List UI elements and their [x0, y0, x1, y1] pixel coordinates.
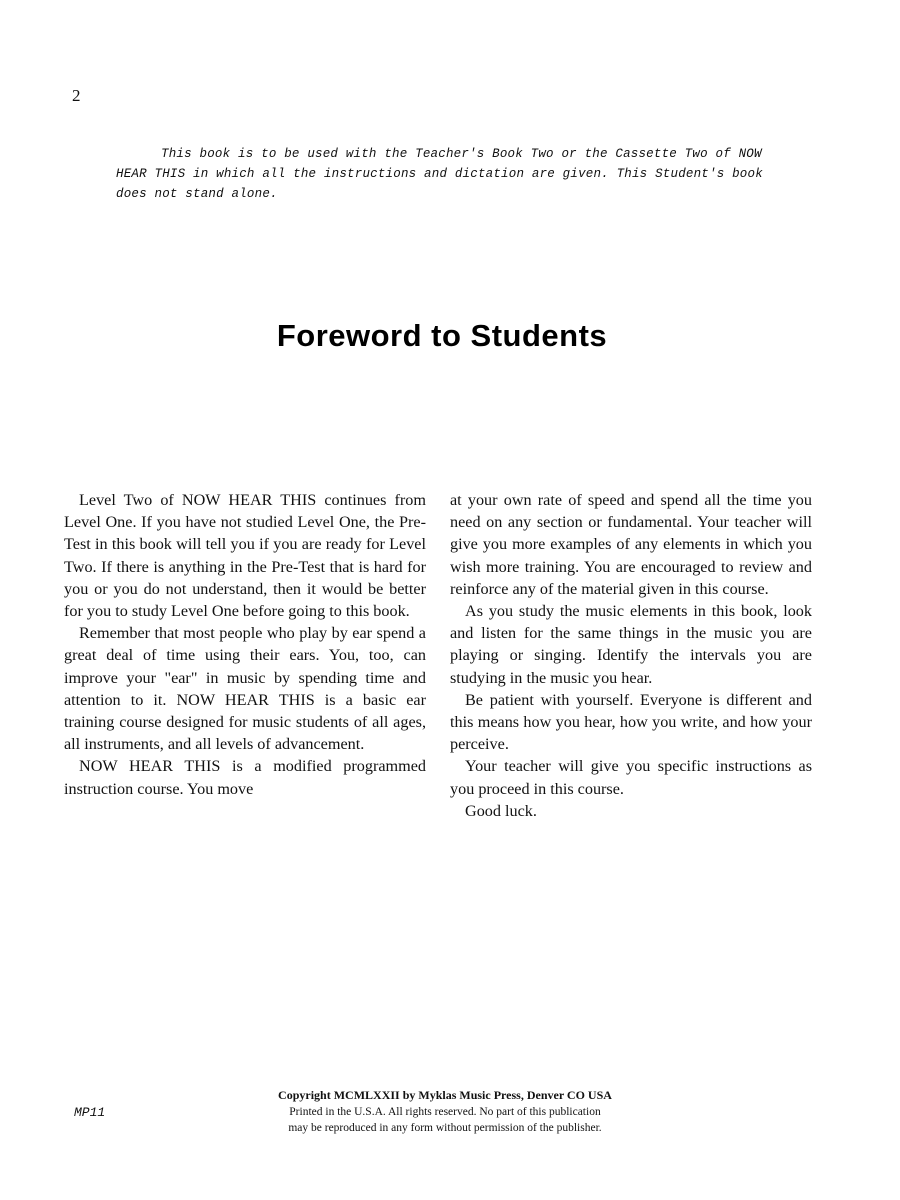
right-column — [450, 489, 812, 822]
copyright-line: Printed in the U.S.A. All rights reserved. No part of this publication — [289, 1105, 601, 1118]
paragraph: Level Two of NOW HEAR THIS continues from Level One. If you have not studied Level One, the Pre-Test in this book will tell you if you are ready for Level Two. If there is anything in the Pre-Test that is hard for you or you do not understand, then it would be better for you to study Level One before going to this book. — [64, 491, 426, 621]
catalog-code: MP11 — [74, 1105, 106, 1120]
paragraph: Be patient with yourself. Everyone is different and this means how you hear, how you write, and how your perceive. — [450, 690, 812, 754]
paragraph: NOW HEAR THIS is a modified programmed instruction course. You move — [64, 757, 426, 798]
page-title: Foreword to Students — [276, 318, 608, 353]
paragraph: Your teacher will give you specific instructions as you proceed in this course. — [450, 757, 812, 798]
paragraph: As you study the music elements in this book, look and listen for the same things in the music you are playing or singing. Identify the intervals you are studying in the music you hear. — [450, 602, 812, 687]
left-column — [64, 489, 426, 822]
copyright-notice — [0, 1087, 890, 1137]
copyright-line: Copyright MCMLXXII by Myklas Music Press, Denver CO USA — [278, 1088, 612, 1102]
usage-note — [116, 144, 786, 204]
usage-note-text: This book is to be used with the Teacher's Book Two or the Cassette Two of NOW HEAR THIS in which all the instructions and dictation are given. This Student's book does not stand alone. — [116, 147, 763, 201]
copyright-line: may be reproduced in any form without permission of the publisher. — [288, 1122, 602, 1134]
paragraph: Remember that most people who play by ear spend a great deal of time using their ears. You, too, can improve your "ear" in music by spending time and attention to it. NOW HEAR THIS is a basic ear training course designed for music students of all ages, all instruments, and all levels of advancement. — [64, 624, 426, 754]
foreword-body — [64, 489, 812, 822]
page-number: 2 — [72, 86, 81, 105]
paragraph: Good luck. — [465, 801, 537, 820]
paragraph-continued: at your own rate of speed and spend all the time you need on any section or fundamental. Your teacher will give you more examples of any elements in which you wish more training. You are encouraged to review and reinforce any of the material given in this course. — [450, 491, 812, 598]
